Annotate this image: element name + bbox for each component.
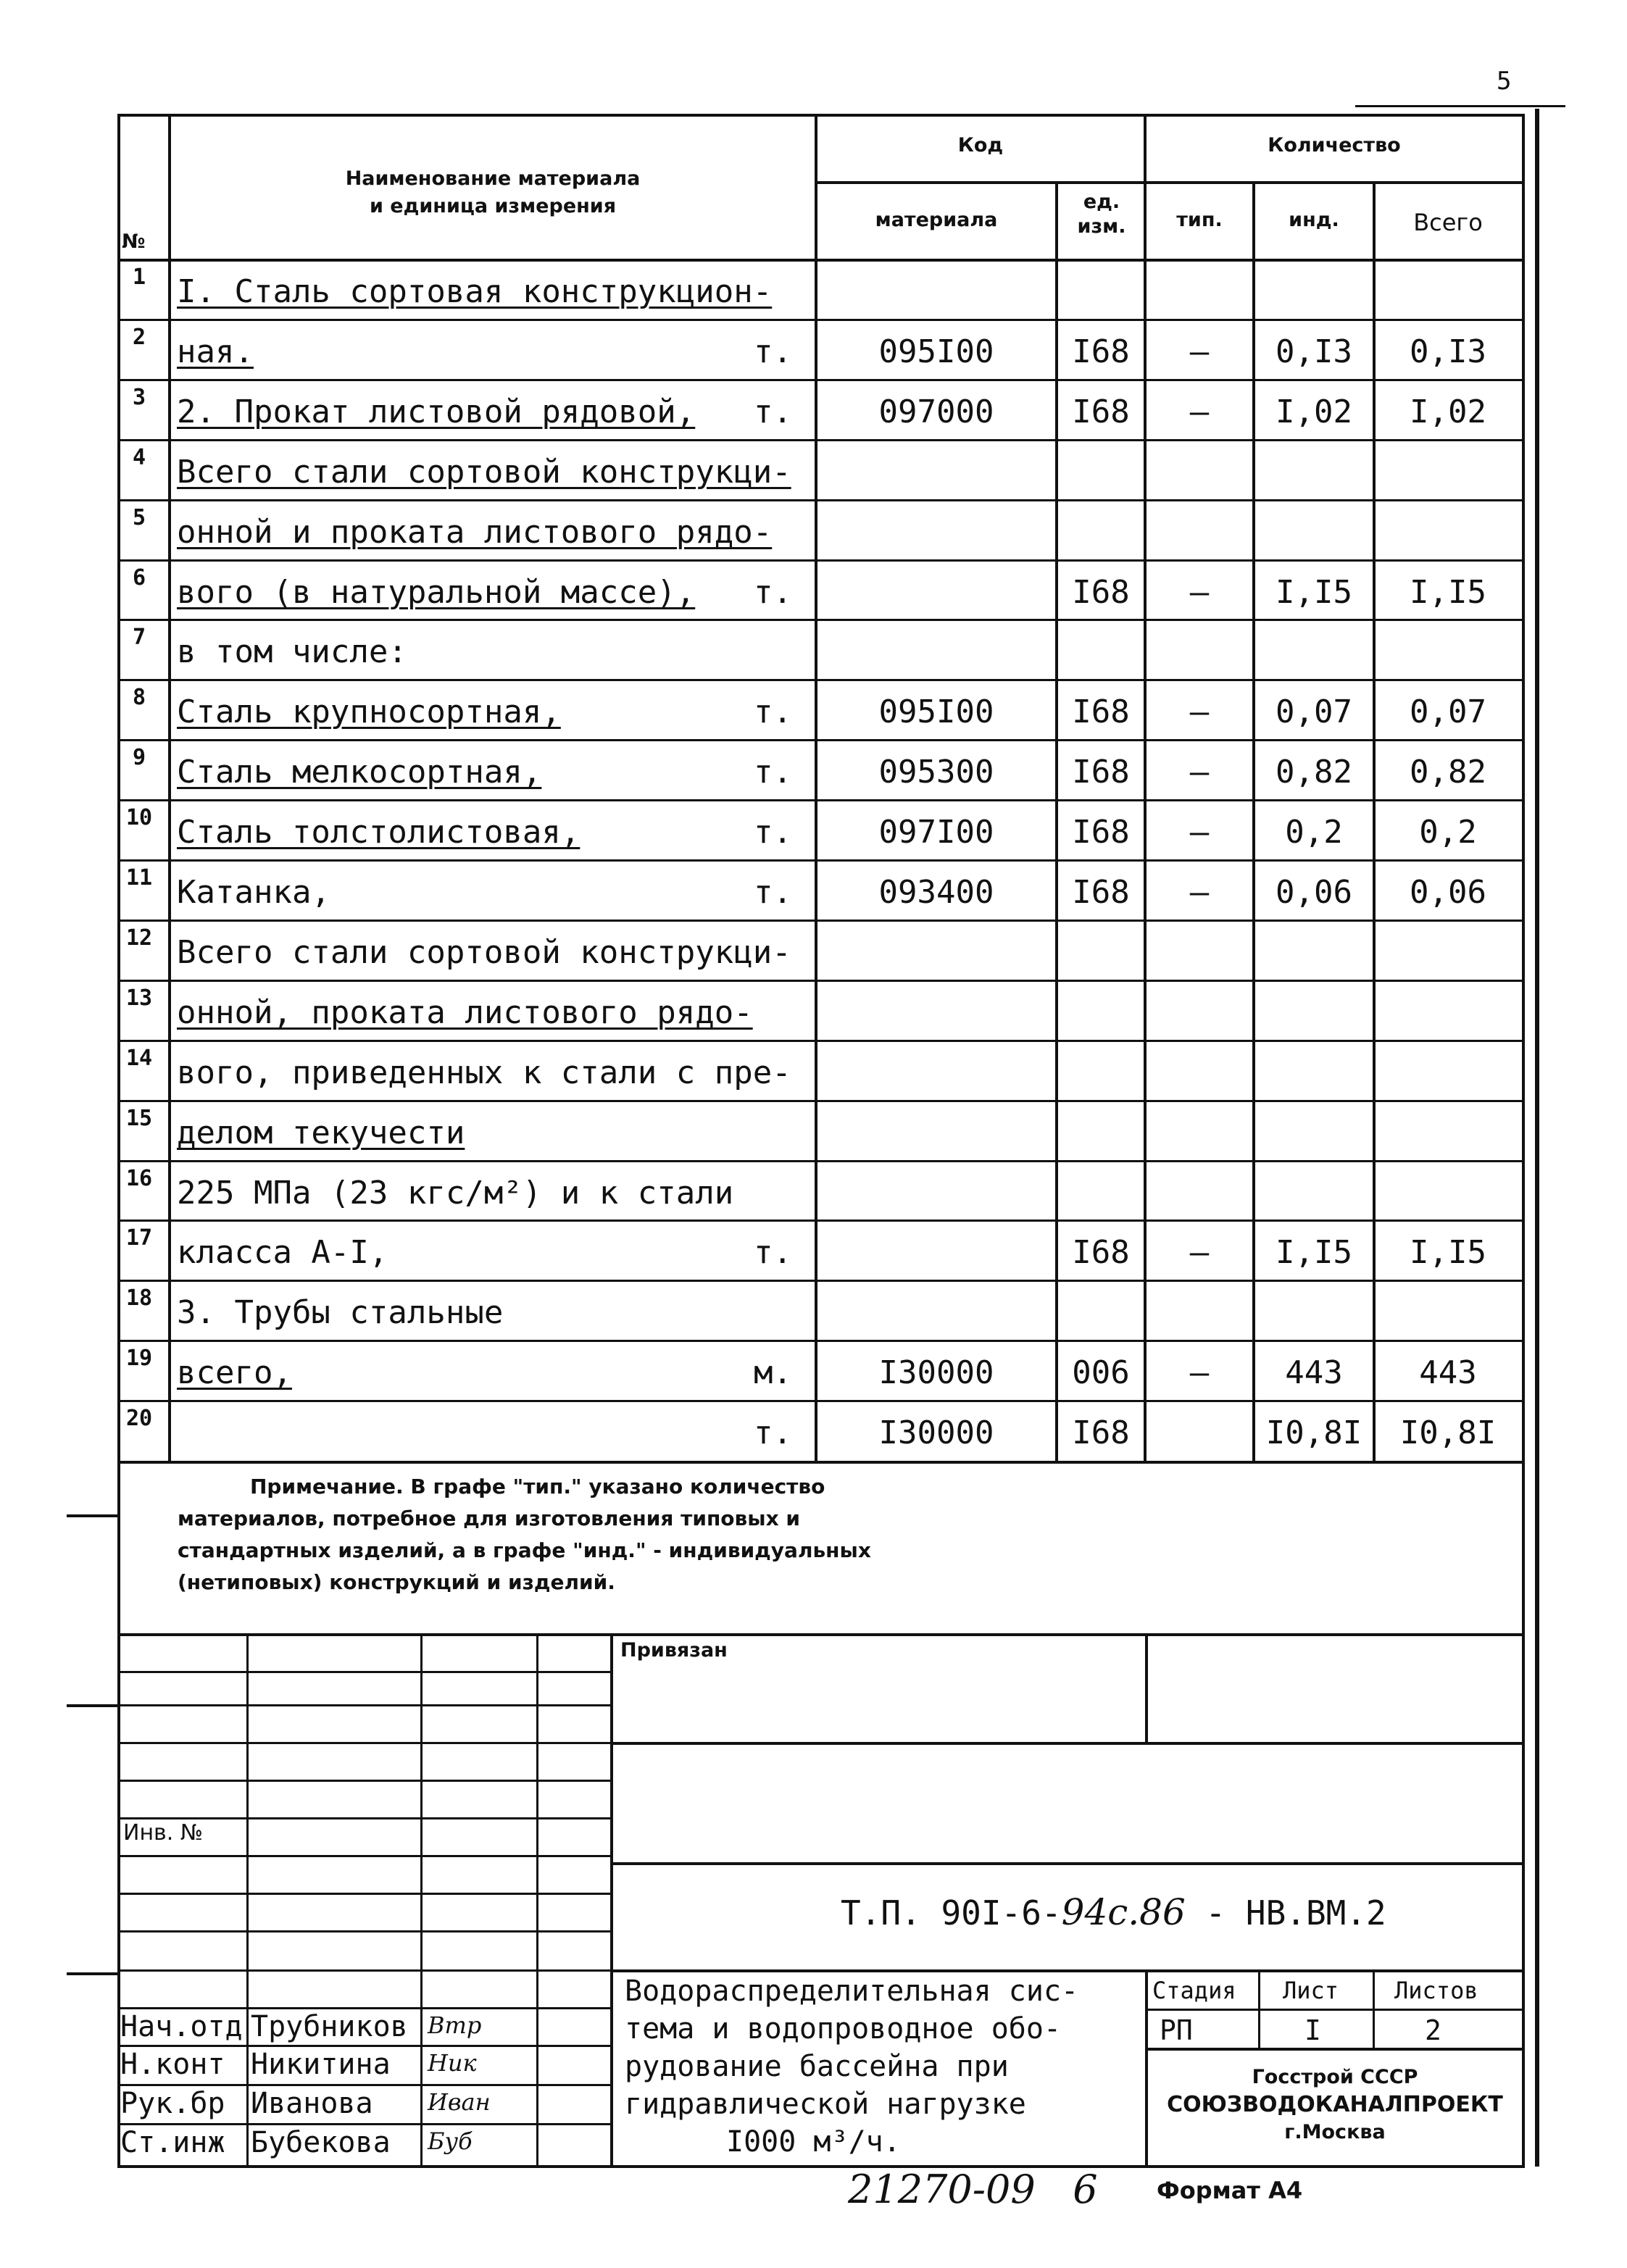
signatory-role: Рук.бр [120,2087,225,2120]
handwritten-number: 21270-09 6 [848,2167,1098,2212]
signature: Втр [428,2011,482,2039]
ind-column-header: инд. [1289,209,1339,231]
row-number: 14 [125,1046,153,1071]
row-number: 4 [132,445,146,470]
note-line: стандартных изделий, а в графе "инд." - индивидуальных [178,1538,871,1562]
typ-quantity: – [1189,1234,1210,1271]
typ-quantity: – [1189,754,1210,791]
note-line: Примечание. В графе "тип." указано количество [250,1475,825,1498]
signatory-name: Никитина [251,2048,391,2081]
row-number: 5 [132,505,146,530]
row-number: 2 [132,325,146,350]
material-name: делом текучести [177,1114,465,1151]
measure-unit: т. [754,1414,792,1451]
ind-quantity: 0,82 [1276,754,1352,791]
sheets-value: 2 [1425,2014,1441,2046]
row-number: 19 [125,1346,153,1371]
material-name: Сталь мелкосортная, [177,754,542,791]
material-name: Сталь толстолистовая, [177,814,581,851]
unit-code: I68 [1072,754,1130,791]
unit-code: I68 [1072,333,1130,370]
total-quantity: 0,06 [1410,874,1486,911]
measure-unit: т. [754,874,792,911]
material-name: Сталь крупносортная, [177,693,561,730]
unit-column-header: ед. изм. [1077,191,1126,238]
total-quantity: 0,I3 [1410,333,1486,370]
unit-code: I68 [1072,574,1130,611]
material-code-column-header: материала [875,209,998,231]
signatory-name: Иванова [251,2087,373,2120]
sheet-value: I [1304,2014,1321,2046]
typ-quantity: – [1189,574,1210,611]
sheets-label: Листов [1394,1977,1478,2004]
title-line: Водораспределительная сис- [625,1975,1079,2008]
unit-code: I68 [1072,1414,1130,1451]
unit-code: I68 [1072,874,1130,911]
signatory-role: Ст.инж [120,2126,225,2159]
row-number: 8 [132,685,146,710]
material-name: вого, приведенных к стали с пре- [177,1054,791,1091]
signatory-name: Бубекова [251,2126,391,2159]
document-code-prefix: Т.П. 90I-6- [841,1893,1062,1933]
material-name: онной, проката листового рядо- [177,994,753,1031]
measure-unit: т. [754,333,792,370]
material-name: онной и проката листового рядо- [177,514,773,551]
row-number: 13 [125,985,153,1011]
unit-code: I68 [1072,693,1130,730]
document-code-handwritten: 94с.86 [1061,1891,1186,1933]
row-number: 15 [125,1106,153,1131]
ind-quantity: I,I5 [1276,1234,1352,1271]
material-name: 3. Трубы стальные [177,1294,504,1331]
total-quantity: I,I5 [1410,1234,1486,1271]
row-number: 12 [125,925,153,951]
material-code: I30000 [878,1354,994,1391]
total-quantity: 0,07 [1410,693,1486,730]
row-number: 7 [132,625,146,650]
measure-unit: т. [754,1234,792,1271]
material-code: I30000 [878,1414,994,1451]
ind-quantity: 0,06 [1276,874,1352,911]
material-name: Всего стали сортовой конструкци- [177,454,791,491]
org-line: Госстрой СССР [1252,2066,1418,2088]
org-line: СОЮЗВОДОКАНАЛПРОЕКТ [1167,2092,1503,2117]
total-quantity: 0,82 [1410,754,1486,791]
organization [1148,2064,1522,2146]
row-number: 6 [132,565,146,591]
document-title [625,1972,1078,2161]
sheet-label: Лист [1283,1977,1339,2004]
material-name: Катанка, [177,874,330,911]
unit-code: I68 [1072,393,1130,430]
document-code [841,1891,1386,1933]
page-corner-mark: 5 [1497,67,1512,96]
row-number: 16 [125,1166,153,1191]
typ-quantity: – [1189,814,1210,851]
material-name: всего, [177,1354,292,1391]
material-name: I. Сталь сортовая конструкцион- [177,273,773,310]
row-number: 18 [125,1285,153,1311]
title-line: I000 м³/ч. [726,2125,901,2159]
code-group-header: Код [957,134,1004,157]
row-number: 17 [125,1225,153,1251]
signatory-role: Н.конт [120,2048,225,2081]
ind-quantity: I0,8I [1265,1414,1362,1451]
title-line: рудование бассейна при [625,2050,1009,2083]
quantity-group-header: Количество [1268,134,1401,157]
measure-unit: т. [754,693,792,730]
typ-quantity: – [1189,874,1210,911]
ind-quantity: 0,07 [1276,693,1352,730]
material-code: 095I00 [878,693,994,730]
row-number: 10 [125,805,153,830]
title-line: гидравлической нагрузке [625,2088,1026,2121]
material-name: в том числе: [177,633,407,670]
total-quantity: 443 [1419,1354,1477,1391]
unit-code: 006 [1072,1354,1130,1391]
total-quantity: 0,2 [1419,814,1477,851]
signature: Ник [428,2049,477,2077]
row-number: 1 [132,264,146,290]
material-code: 097000 [878,393,994,430]
row-number: 3 [132,385,146,410]
typ-quantity: – [1189,333,1210,370]
privyazan-label: Привязан [620,1639,728,1662]
material-code: 097I00 [878,814,994,851]
material-name: ная. [177,333,254,370]
unit-code: I68 [1072,1234,1130,1271]
signatory-role: Нач.отд [120,2010,243,2043]
stage-label: Стадия [1152,1977,1236,2004]
ind-quantity: I,I5 [1276,574,1352,611]
inventory-number-label: Инв. № [123,1820,204,1846]
row-number: 9 [132,745,146,770]
signature: Буб [428,2127,473,2155]
name-column-header: Наименование материала и единица измерения [345,167,641,217]
ind-quantity: 443 [1285,1354,1343,1391]
typ-quantity: – [1189,693,1210,730]
org-line: г.Москва [1284,2121,1386,2143]
measure-unit: т. [754,393,792,430]
typ-quantity: – [1189,1354,1210,1391]
row-number-column-header: № [122,230,146,253]
ind-quantity: 0,I3 [1276,333,1352,370]
total-quantity: I,I5 [1410,574,1486,611]
ind-quantity: 0,2 [1285,814,1343,851]
format-label: Формат А4 [1157,2177,1303,2204]
note-line: (нетиповых) конструкций и изделий. [178,1570,615,1594]
signatory-name: Трубников [251,2010,408,2043]
unit-code: I68 [1072,814,1130,851]
material-code: 095300 [878,754,994,791]
stage-value: РП [1160,2014,1193,2046]
row-number: 11 [125,865,153,891]
title-line: тема и водопроводное обо- [625,2012,1062,2046]
note [178,1471,871,1598]
material-name: класса А-I, [177,1234,388,1271]
material-name: 2. Прокат листовой рядовой, [177,393,696,430]
typ-quantity: – [1189,393,1210,430]
typ-column-header: тип. [1176,209,1223,231]
material-code: 093400 [878,874,994,911]
material-name: 225 МПа (23 кгс/м²) и к стали [177,1175,734,1212]
material-code: 095I00 [878,333,994,370]
material-name: вого (в натуральной массе), [177,574,696,611]
material-name: Всего стали сортовой конструкци- [177,934,791,971]
measure-unit: м. [754,1354,792,1391]
signature: Иван [428,2088,491,2116]
document-code-suffix: - НВ.ВМ.2 [1185,1893,1386,1933]
measure-unit: т. [754,754,792,791]
note-line: материалов, потребное для изготовления типовых и [178,1506,800,1530]
ind-quantity: I,02 [1276,393,1352,430]
row-number: 20 [125,1406,153,1431]
measure-unit: т. [754,814,792,851]
total-quantity: I0,8I [1399,1414,1497,1451]
total-column-header: Всего [1413,209,1483,236]
measure-unit: т. [754,574,792,611]
total-quantity: I,02 [1410,393,1486,430]
